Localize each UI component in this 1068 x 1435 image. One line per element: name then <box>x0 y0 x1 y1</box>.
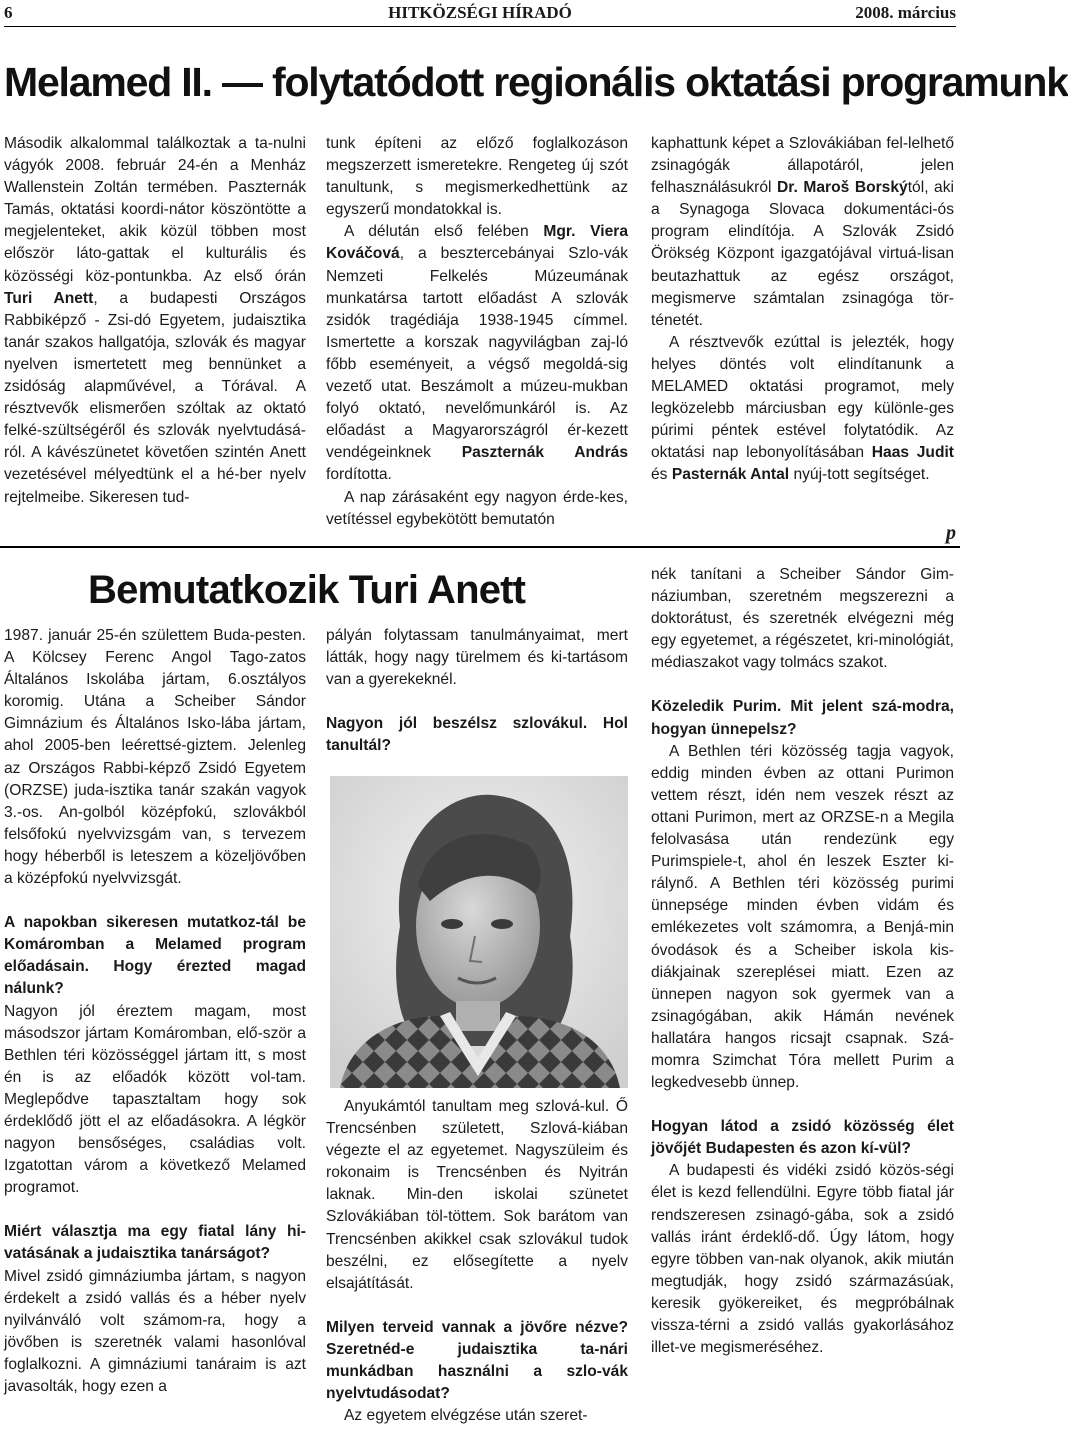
interview-answer: Mivel zsidó gimnáziumba jártam, s nagyon érdekelt a zsidó vallás és a héber nyelv nyilvánváló volt számom-ra, hogy a jövőben is szeretnék valami hasonlóval foglalkozni. A gimnáziumi tanáraim is azt javasolták, hogy ezen a <box>4 1267 306 1395</box>
article2-column-2 <box>326 625 628 757</box>
author-signature: p <box>946 522 956 544</box>
article2-column-2-lower <box>326 1096 628 1427</box>
article1-paragraph: tunk építeni az előző foglalkozáson megszerzett ismeretekre. Rengeteg új szót tanultunk, s megismerkedhettünk az egyszerű mondatokkal is. <box>326 135 628 219</box>
article1-column-2 <box>326 133 628 531</box>
interview-question: A napokban sikeresen mutatkoz-tál be Komáromban a Melamed program előadásain. Hogy érezted magad nálunk? <box>4 914 306 998</box>
article1-paragraph: A résztvevők ezúttal is jelezték, hogy helyes döntés volt elindítanunk a MELAMED oktatási programot, mely legközelebb márciusban egy különle-ges púrimi péntek estével folytatódik. Az oktatási nap lebonyolításában Haas Judit és Pasternák Antal nyúj-tott segítséget. <box>651 333 954 484</box>
article1-column-1 <box>4 133 306 509</box>
interview-question: Miért választja ma egy fiatal lány hi-vatásának a judaisztika tanárságot? <box>4 1223 306 1263</box>
portrait-image <box>330 776 628 1088</box>
page-number: 6 <box>4 3 13 22</box>
interview-answer: nék tanítani a Scheiber Sándor Gim-náziumban, szeretném megszerezni a doktorátust, és szeretnék elvégezni még egy egyetemet, a régészetet, kri-minológiát, médiaszakot vagy tolmács szakot. <box>651 566 954 672</box>
interview-answer: Az egyetem elvégzése után szeret- <box>344 1407 588 1425</box>
interview-answer: A Bethlen téri közösség tagja vagyok, eddig minden évben az ottani Purimon vettem részt, idén nem veszek részt az ottani Purimon, mert az ORZSE-n a Megila felolvasása után rendezünk egy Purimspiele-t, ahol én leszek Eszter ki-rálynő. A Bethlen téri közösség purimi ünnepsége minden évben vidám és emlékezetes volt számomra, a Benjá-min óvodások és a Scheiber iskola kis-diákjainak szereplései miatt. Ezen az ünnepen nagyon sok gyermek van a zsinagógában, akik Hámán nevének hallatára hangos ricsajt csapnak. Szá-momra Szimchat Tóra mellett Purim a legkedvesebb ünnep. <box>651 742 954 1092</box>
article1-paragraph: A délután első felében Mgr. Viera Kováčová, a besztercebányai Szlo-vák Nemzeti Felkelés Múzeumának munkatársa tartott előadást A szlovák zsidók tragédiája 1938-1945 címmel. Ismertette a korszak nagyvilágban zaj-ló főbb eseményeit, a végső megoldá-sig vezető utat. Beszámolt a múzeu-mukban folyó oktató, nevelőmunkáról is. Az előadást a Magyarországról ér-kezett vendégeinknek Paszternák András fordította. <box>326 223 628 484</box>
interview-question: Nagyon jól beszélsz szlovákul. Hol tanultál? <box>326 715 628 755</box>
portrait-photo <box>330 776 628 1088</box>
interview-answer: pályán folytassam tanulmányaimat, mert látták, hogy nagy türelmem és ki-tartásom van a gyerekeknél. <box>326 627 628 689</box>
page-header <box>4 0 956 27</box>
interview-question: Hogyan látod a zsidó közösség élet jövőjét Budapesten és azon kí-vül? <box>651 1118 954 1158</box>
article1-column-3 <box>651 133 954 487</box>
interview-question: Közeledik Purim. Mit jelent szá-modra, hogyan ünnepelsz? <box>651 698 954 738</box>
article1-paragraph: kaphattunk képet a Szlovákiában fel-lelhető zsinagógák állapotáról, jelen felhasználásukról Dr. Maroš Borskýtól, aki a Synagoga Slovaca dokumentáci-ós program elindítója. A Szlovák Zsidó Örökség Központ igazgatójával virtuá-lisan beutazhattuk az egész országot, megismerve számtalan zsinagóga tör-ténetét. <box>651 135 954 329</box>
article2-title: Bemutatkozik Turi Anett <box>88 568 526 612</box>
issue-date: 2008. március <box>855 3 956 22</box>
section-divider <box>0 546 960 548</box>
article1-title: Melamed II. — folytatódott regionális oktatási programunk <box>4 59 1068 105</box>
interview-question: Milyen terveid vannak a jövőre nézve? Szeretnéd-e judaisztika ta-nári munkádban használni a szlo-vák nyelvtudásodat? <box>326 1318 628 1403</box>
publication-name: HITKÖZSÉGI HÍRADÓ <box>388 3 572 22</box>
interview-answer: Anyukámtól tanultam meg szlová-kul. Ő Trencsénben született, Szlová-kiában végezte el az egyetemet. Nagyszüleim és rokonaim is Trencsénben és Nyitrán laknak. Min-den iskolai szünetet Szlovákiában töl-töttem. Sok barátom van Trencsénben akikkel csak szlovákul tudok beszélni, ez elősegítette a nyelv elsajátítását. <box>326 1098 628 1292</box>
article1-paragraph: Második alkalommal találkoztak a ta-nulni vágyók 2008. február 24-én a Menház Wallenstein Zoltán termében. Paszternák Tamás, oktatási koordi-nátor köszöntötte a megjelenteket, akik közül többen most először láto-gattak el kulturális és közösségi köz-pontunkba. Az első órán Turi Anett, a budapesti Országos Rabbiképző - Zsi-dó Egyetem, judaisztika tanár szakos hallgatója, szlovák és magyar nyelven ismertetett meg bennünket a zsidóság alapművével, a Tórával. A résztvevők elismerően szóltak az oktató felké-szültségéről és szlovák nyelvtudásá-ról. A kávészünetet követően szintén Anett vezetésével mélyedtünk el a hé-ber nyelv rejtelmeibe. Sikeresen tud- <box>4 135 306 506</box>
interview-paragraph: 1987. január 25-én születtem Buda-pesten. A Kölcsey Ferenc Angol Tago-zatos Általános Iskolába jártam, 6.osztályos koromig. Utána a Scheiber Sándor Gimnázium és Általános Isko-lába jártam, ahol 2005-ben leérettsé-giztem. Jelenleg az Országos Rabbi-képző Zsidó Egyetem (ORZSE) juda-isztika tanár szakán vagyok 3.-os. An-golból középfokú, szlovákból felsőfokú nyelvvizsgám van, s tervezem hogy héberből is leteszem a közeljövőben a középfokú nyelvvizsgát. <box>4 627 306 888</box>
interview-answer: A budapesti és vidéki zsidó közös-ségi élet is kezd fellendülni. Egyre több fiatal jár rendszeresen zsinagó-gába, sok a zsidó vallás iránt érdeklő-dő. Úgy látom, hogy egyre többen van-nak olyanok, akik miután megtudják, hogy zsidó származásúak, keresik gyökereiket, és megpróbálnak vissza-térni a zsidó vallás gyakorlásához illet-ve megismeréséhez. <box>651 1162 954 1357</box>
article2-column-3 <box>651 564 954 1359</box>
article2-column-1 <box>4 625 306 1398</box>
article1-paragraph: A nap zárásaként egy nagyon érde-kes, vetítéssel egybekötött bemutatón <box>326 488 628 528</box>
interview-answer: Nagyon jól éreztem magam, most másodszor jártam Komáromban, elő-ször a Bethlen téri közösséggel jártam itt, s most én is az előadók között vol-tam. Meglepődve tapasztaltam hogy sok érdeklődő jött el az előadásokra. A légkör nagyon bensőséges, családias volt. Izgatottan várom a következő Melamed programot. <box>4 1002 306 1197</box>
